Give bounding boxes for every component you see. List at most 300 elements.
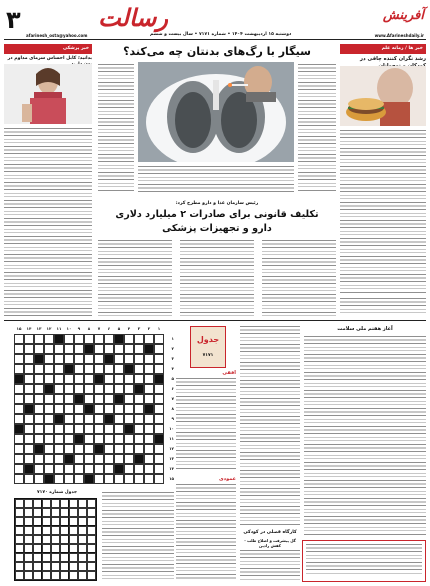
sudoku-cell <box>42 526 51 535</box>
crossword-cell <box>124 434 134 444</box>
crossword-cell <box>54 444 64 454</box>
mid-kicker: رئیس سازمان غذا و دارو مطرح کرد: <box>175 201 259 206</box>
crossword-cell <box>134 464 144 474</box>
website-text: www.Afarineshdaily.ir <box>374 33 424 38</box>
horizontal-label: افقی <box>222 370 236 376</box>
sudoku-cell <box>60 535 69 544</box>
col-num: ۲ <box>147 326 151 331</box>
sudoku-cell <box>33 571 42 580</box>
crossword-cell <box>24 434 34 444</box>
sudoku-cell <box>33 517 42 526</box>
crossword-cell <box>124 464 134 474</box>
col-num: ۱۱ <box>56 326 62 331</box>
sudoku-cell <box>69 544 78 553</box>
email-text: afarinesh_osta@yahoo.com <box>26 33 88 38</box>
crossword-cell <box>154 354 164 364</box>
sudoku-cell <box>15 508 24 517</box>
crossword-cell <box>104 414 114 424</box>
crossword-cell <box>104 384 114 394</box>
sudoku-cell <box>78 517 87 526</box>
sudoku-cell <box>60 562 69 571</box>
crossword-cell <box>144 334 154 344</box>
crossword-cell <box>24 444 34 454</box>
crossword-cell <box>44 334 54 344</box>
sudoku-cell <box>15 499 24 508</box>
crossword-cell <box>44 454 54 464</box>
crossword-cell <box>114 404 124 414</box>
sudoku-cell <box>24 535 33 544</box>
bottom-right-box <box>302 540 426 582</box>
right-column <box>340 44 426 294</box>
sudoku-cell <box>24 499 33 508</box>
crossword-cell <box>54 354 64 364</box>
center-text-left <box>98 64 134 192</box>
crossword-cell <box>64 424 74 434</box>
crossword-cell <box>94 404 104 414</box>
crossword-cell <box>44 354 54 364</box>
crossword-cell <box>74 384 84 394</box>
row-num: ۳ <box>171 356 174 361</box>
crossword-cell <box>144 444 154 454</box>
crossword-cell <box>144 344 154 354</box>
crossword-cell <box>94 414 104 424</box>
crossword-cell <box>104 354 114 364</box>
crossword-cell <box>84 474 94 484</box>
crossword-cell <box>124 474 134 484</box>
crossword-cell <box>14 404 24 414</box>
col-num: ۱۳ <box>36 326 42 331</box>
crossword-cell <box>154 454 164 464</box>
sudoku-cell <box>78 526 87 535</box>
crossword-cell <box>84 344 94 354</box>
crossword-cell <box>124 384 134 394</box>
crossword-cell <box>74 374 84 384</box>
mid-headline-1: تکلیف قانونی برای صادرات ۲ میلیارد دلاری <box>115 209 319 220</box>
row-num: ۱۴ <box>169 466 174 471</box>
crossword-cell <box>54 434 64 444</box>
crossword-cell <box>144 414 154 424</box>
left-body-text <box>4 128 92 316</box>
crossword-cell <box>104 474 114 484</box>
sudoku-cell <box>60 526 69 535</box>
sudoku-cell <box>69 508 78 517</box>
sudoku-cell <box>51 571 60 580</box>
crossword-cell <box>94 474 104 484</box>
mid-body-2 <box>180 240 254 316</box>
sudoku-cell <box>87 544 96 553</box>
sudoku-cell <box>42 517 51 526</box>
crossword-cell <box>24 344 34 354</box>
crossword-cell <box>34 404 44 414</box>
sudoku-cell <box>51 544 60 553</box>
crossword-cell <box>114 334 124 344</box>
crossword-cell <box>144 364 154 374</box>
sudoku-cell <box>87 499 96 508</box>
crossword-cell <box>14 414 24 424</box>
crossword-cell <box>34 364 44 374</box>
sudoku-cell <box>24 544 33 553</box>
col-num: ۳ <box>137 326 141 331</box>
crossword-cell <box>14 364 24 374</box>
crossword-cell <box>54 334 64 344</box>
crossword-cell <box>54 424 64 434</box>
crossword-cell <box>84 454 94 464</box>
crossword-cell <box>134 444 144 454</box>
row-num: ۸ <box>171 406 174 411</box>
row-num: ۱۲ <box>169 446 174 451</box>
crossword-cell <box>14 434 24 444</box>
crossword-cell <box>94 384 104 394</box>
crossword-cell <box>134 394 144 404</box>
crossword-cell <box>74 394 84 404</box>
crossword-cell <box>124 344 134 354</box>
sudoku-cell <box>51 508 60 517</box>
crossword-cell <box>114 444 124 454</box>
col-num: ۸ <box>87 326 91 331</box>
crossword-cell <box>84 354 94 364</box>
mid-story <box>98 200 336 316</box>
crossword-cell <box>74 364 84 374</box>
crossword-cell <box>44 444 54 454</box>
row-num: ۶ <box>171 386 174 391</box>
crossword-cell <box>84 424 94 434</box>
crossword-cell <box>144 384 154 394</box>
row-num: ۱ <box>171 336 174 341</box>
crossword-cell <box>64 374 74 384</box>
dateline: دوشنبه ۱۵ اردیبهشت ۱۴۰۴ • شماره ۷۱۷۱ • سال بیست و ششم <box>150 32 292 37</box>
crossword-cell <box>64 344 74 354</box>
left-image <box>4 64 92 124</box>
crossword-cell <box>64 474 74 484</box>
crossword-cell <box>154 444 164 454</box>
crossword-clues <box>176 326 236 582</box>
crossword-cell <box>114 454 124 464</box>
bottom-mid-text-2 <box>240 550 300 580</box>
crossword-cell <box>34 394 44 404</box>
row-num: ۱۱ <box>169 436 174 441</box>
sudoku-cell <box>33 553 42 562</box>
sudoku-cell <box>60 544 69 553</box>
sudoku-cell <box>51 499 60 508</box>
mid-headline-2: دارو و تجهیزات پزشکی <box>162 223 272 234</box>
crossword-grid <box>14 334 164 484</box>
sudoku-cell <box>33 526 42 535</box>
crossword-cell <box>64 394 74 404</box>
crossword-cell <box>94 424 104 434</box>
crossword-cell <box>44 384 54 394</box>
crossword-cell <box>84 444 94 454</box>
sudoku-cell <box>42 499 51 508</box>
masthead <box>0 0 430 42</box>
center-text-right <box>298 64 336 192</box>
center-story <box>98 44 336 194</box>
crossword-cell <box>44 394 54 404</box>
crossword-cell <box>64 354 74 364</box>
vertical-clues <box>176 484 236 580</box>
sudoku-cell <box>87 508 96 517</box>
sudoku-cell <box>15 544 24 553</box>
sudoku-cell <box>60 553 69 562</box>
crossword-cell <box>114 414 124 424</box>
row-num: ۹ <box>171 416 174 421</box>
sudoku-cell <box>87 571 96 580</box>
crossword-cell <box>154 384 164 394</box>
right-lower-text <box>340 298 426 316</box>
crossword-cell <box>104 424 114 434</box>
sudoku-cell <box>69 553 78 562</box>
crossword-cell <box>154 334 164 344</box>
crossword-cell <box>74 454 84 464</box>
row-num: ۴ <box>171 366 174 371</box>
col-num: ۶ <box>107 326 111 331</box>
crossword-cell <box>94 394 104 404</box>
crossword-cell <box>74 434 84 444</box>
left-column <box>4 44 92 316</box>
sudoku-cell <box>15 526 24 535</box>
col-num: ۱۰ <box>66 326 72 331</box>
crossword-cell <box>54 344 64 354</box>
sudoku-cell <box>78 544 87 553</box>
row-num: ۵ <box>171 376 174 381</box>
crossword-cell <box>54 454 64 464</box>
crossword-cell <box>104 334 114 344</box>
crossword-cell <box>104 444 114 454</box>
crossword-cell <box>104 434 114 444</box>
crossword-cell <box>64 384 74 394</box>
crossword-cell <box>114 394 124 404</box>
crossword-cell <box>144 354 154 364</box>
sudoku-cell <box>60 517 69 526</box>
sudoku-cell <box>51 526 60 535</box>
row-num: ۱۳ <box>169 456 174 461</box>
center-image <box>138 62 294 162</box>
crossword-cell <box>154 394 164 404</box>
sudoku-cell <box>42 562 51 571</box>
crossword-cell <box>24 374 34 384</box>
crossword-cell <box>44 344 54 354</box>
sudoku-side-text <box>102 492 174 580</box>
section-tag: خبر ها / زمانه علم <box>340 44 426 54</box>
crossword-cell <box>84 414 94 424</box>
sudoku-cell <box>51 562 60 571</box>
crossword-cell <box>144 464 154 474</box>
crossword-cell <box>144 474 154 484</box>
crossword-cell <box>54 464 64 474</box>
crossword-cell <box>104 464 114 474</box>
crossword-cell <box>104 454 114 464</box>
crossword-cell <box>124 354 134 364</box>
sudoku-cell <box>15 562 24 571</box>
crossword-cell <box>134 414 144 424</box>
crossword-cell <box>74 474 84 484</box>
crossword-cell <box>124 414 134 424</box>
crossword-cell <box>34 374 44 384</box>
crossword-cell <box>134 384 144 394</box>
crossword-cell <box>134 374 144 384</box>
crossword-cell <box>114 474 124 484</box>
sudoku-cell <box>42 571 51 580</box>
crossword-cell <box>114 364 124 374</box>
crossword-cell <box>24 394 34 404</box>
crossword-cell <box>74 344 84 354</box>
row-num: ۱۵ <box>169 476 174 481</box>
crossword-cell <box>134 454 144 464</box>
sudoku-cell <box>69 571 78 580</box>
crossword-cell <box>124 404 134 414</box>
crossword-cell <box>134 434 144 444</box>
row-num: ۲ <box>171 346 174 351</box>
crossword-cell <box>34 334 44 344</box>
crossword-cell <box>54 394 64 404</box>
left-headline: بدانید؛ کابل احساس سرمای مداوم در <box>7 56 92 61</box>
crossword-column-numbers <box>14 326 164 332</box>
bottom-right-text-1 <box>304 336 426 536</box>
crossword-badge-text: جدول <box>196 335 220 344</box>
bottom-right-title: آغاز هفتم ملی سلامت <box>337 326 393 332</box>
crossword-cell <box>34 434 44 444</box>
crossword-cell <box>34 414 44 424</box>
crossword-cell <box>24 414 34 424</box>
crossword-cell <box>144 374 154 384</box>
crossword-cell <box>74 444 84 454</box>
crossword-cell <box>124 374 134 384</box>
crossword-badge-number: ۷۱۷۱ <box>202 353 214 358</box>
crossword-cell <box>94 454 104 464</box>
sudoku-cell <box>87 562 96 571</box>
bottom-mid-text-1 <box>240 326 300 526</box>
crossword-cell <box>114 434 124 444</box>
sudoku-cell <box>24 562 33 571</box>
crossword-cell <box>134 364 144 374</box>
crossword-cell <box>84 334 94 344</box>
section-logo: آفرینش <box>382 8 424 23</box>
crossword-cell <box>144 454 154 464</box>
sudoku-cell <box>60 508 69 517</box>
sudoku-cell <box>69 499 78 508</box>
crossword-cell <box>34 444 44 454</box>
crossword-cell <box>24 384 34 394</box>
crossword-cell <box>64 464 74 474</box>
sudoku-cell <box>24 517 33 526</box>
crossword-cell <box>94 464 104 474</box>
crossword-cell <box>114 344 124 354</box>
crossword-cell <box>94 354 104 364</box>
crossword-badge <box>190 326 226 368</box>
crossword-cell <box>24 474 34 484</box>
crossword-cell <box>84 364 94 374</box>
crossword-cell <box>64 364 74 374</box>
crossword-cell <box>44 374 54 384</box>
crossword-cell <box>124 454 134 464</box>
crossword-cell <box>44 424 54 434</box>
crossword-cell <box>84 394 94 404</box>
crossword-cell <box>154 424 164 434</box>
crossword-cell <box>24 334 34 344</box>
sudoku-cell <box>24 571 33 580</box>
sudoku-cell <box>51 517 60 526</box>
crossword-cell <box>14 444 24 454</box>
crossword-section <box>4 326 194 582</box>
crossword-cell <box>44 414 54 424</box>
crossword-cell <box>144 394 154 404</box>
crossword-cell <box>154 464 164 474</box>
sudoku-cell <box>87 535 96 544</box>
crossword-cell <box>44 464 54 474</box>
crossword-cell <box>154 374 164 384</box>
crossword-cell <box>104 404 114 414</box>
crossword-cell <box>44 434 54 444</box>
crossword-cell <box>84 464 94 474</box>
crossword-cell <box>124 364 134 374</box>
crossword-cell <box>24 464 34 474</box>
sudoku-cell <box>42 544 51 553</box>
crossword-cell <box>154 404 164 414</box>
crossword-cell <box>14 384 24 394</box>
crossword-cell <box>34 384 44 394</box>
crossword-cell <box>154 344 164 354</box>
crossword-cell <box>114 464 124 474</box>
crossword-cell <box>144 434 154 444</box>
crossword-cell <box>84 374 94 384</box>
sudoku-cell <box>42 508 51 517</box>
crossword-cell <box>94 344 104 354</box>
crossword-cell <box>94 334 104 344</box>
crossword-cell <box>94 444 104 454</box>
sudoku-cell <box>51 553 60 562</box>
sudoku-cell <box>78 508 87 517</box>
left-section-tag: خبر پزشکی <box>4 44 92 54</box>
sudoku-cell <box>78 562 87 571</box>
sudoku-cell <box>78 571 87 580</box>
col-num: ۹ <box>77 326 81 331</box>
crossword-cell <box>134 344 144 354</box>
crossword-cell <box>14 424 24 434</box>
crossword-cell <box>94 434 104 444</box>
crossword-cell <box>74 464 84 474</box>
crossword-cell <box>34 464 44 474</box>
crossword-cell <box>64 414 74 424</box>
page-number: ۳ <box>6 6 21 34</box>
crossword-cell <box>154 434 164 444</box>
sudoku-cell <box>87 553 96 562</box>
crossword-cell <box>124 424 134 434</box>
crossword-cell <box>74 414 84 424</box>
sudoku-cell <box>33 562 42 571</box>
crossword-cell <box>114 354 124 364</box>
crossword-cell <box>84 434 94 444</box>
col-num: ۵ <box>117 326 121 331</box>
crossword-cell <box>24 364 34 374</box>
crossword-cell <box>154 474 164 484</box>
crossword-cell <box>134 334 144 344</box>
right-body-text <box>340 130 426 294</box>
crossword-cell <box>94 374 104 384</box>
sudoku-cell <box>33 535 42 544</box>
sudoku-cell <box>24 526 33 535</box>
crossword-cell <box>44 474 54 484</box>
right-image <box>340 66 426 126</box>
sudoku-cell <box>87 517 96 526</box>
crossword-cell <box>54 374 64 384</box>
crossword-cell <box>14 454 24 464</box>
center-headline: سیگار با رگ‌های بدنتان چه می‌کند؟ <box>123 45 311 58</box>
crossword-cell <box>34 454 44 464</box>
crossword-cell <box>104 394 114 404</box>
sudoku-cell <box>60 571 69 580</box>
col-num: ۱۲ <box>46 326 52 331</box>
sudoku-cell <box>69 562 78 571</box>
sudoku-cell <box>42 535 51 544</box>
